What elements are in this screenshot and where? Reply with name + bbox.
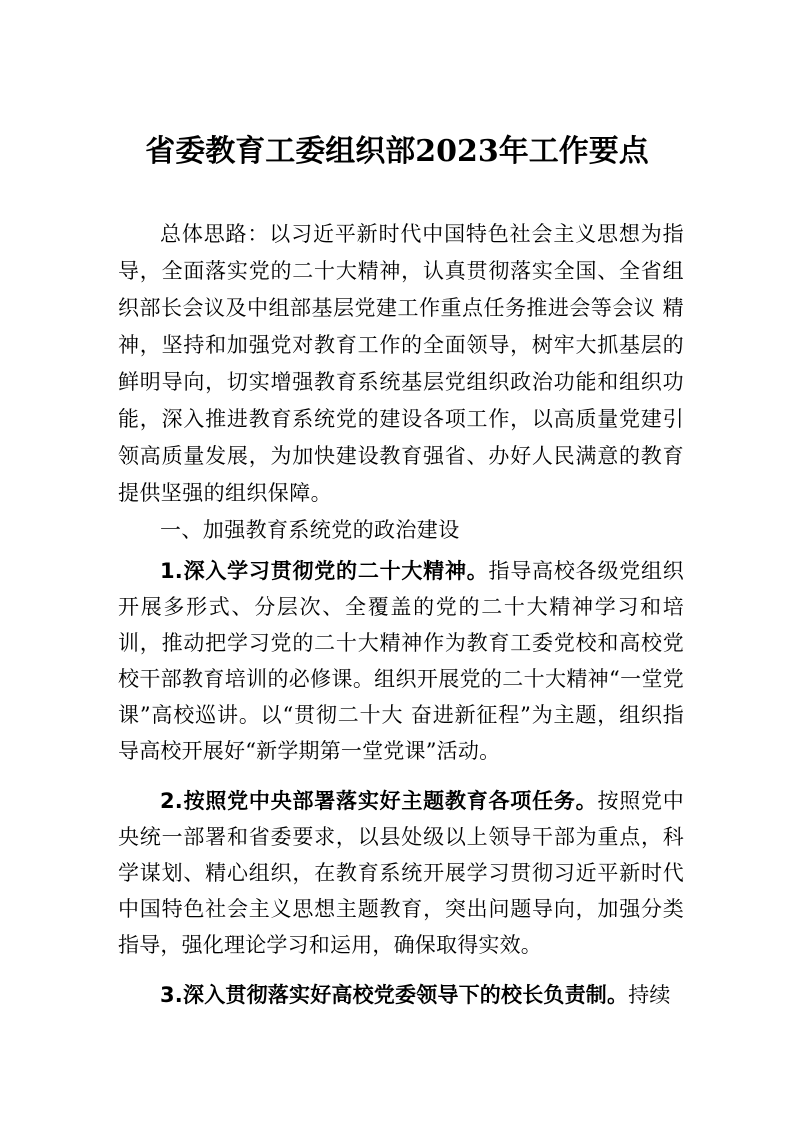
work-item-text: 按照党中央统一部署和省委要求，以县处级以上领导干部为重点，科学谋划、精心组织，在教育系统开展学习贯彻习近平新时代中国特色社会主义思想主题教育，突出问题导向，加强分类指导，强化理论学习和运用，确保取得实效。 — [118, 789, 684, 957]
work-item-1 — [118, 553, 684, 769]
intro-paragraph: 总体思路：以习近平新时代中国特色社会主义思想为指导，全面落实党的二十大精神，认真贯彻落实全国、全省组织部长会议及中组部基层党建工作重点任务推进会等会议 精神，坚持和加强党对教育工作的全面领导，树牢大抓基层的鲜明导向，切实增强教育系统基层党组织政治功能和组织功能，深入推进教育系统党的建设各项工作，以高质量党建引领高质量发展，为加快建设教育强省、办好人民满意的教育提供坚强的组织保障。 — [118, 222, 684, 505]
spacer — [118, 769, 684, 783]
document-title: 省委教育工委组织部2023年工作要点 — [145, 134, 649, 169]
work-item-text: 持续 — [628, 983, 671, 1007]
document-body — [118, 216, 684, 1013]
work-item-heading: 1.深入学习贯彻党的二十大精神。 — [160, 559, 489, 583]
work-item-heading: 2.按照党中央部署落实好主题教育各项任务。 — [160, 789, 598, 813]
work-item-2 — [118, 783, 684, 963]
work-item-3 — [118, 977, 684, 1013]
section-heading-1: 一、加强教育系统党的政治建设 — [160, 518, 460, 542]
spacer — [118, 963, 684, 977]
work-item-text: 指导高校各级党组织开展多形式、分层次、全覆盖的党的二十大精神学习和培训，推动把学习党的二十大精神作为教育工委党校和高校党校干部教育培训的必修课。组织开展党的二十大精神“一堂党课”高校巡讲。以“贯彻二十大 奋进新征程”为主题，组织指导高校开展好“新学期第一堂党课”活动。 — [118, 559, 684, 763]
work-item-heading: 3.深入贯彻落实好高校党委领导下的校长负责制。 — [160, 983, 629, 1007]
